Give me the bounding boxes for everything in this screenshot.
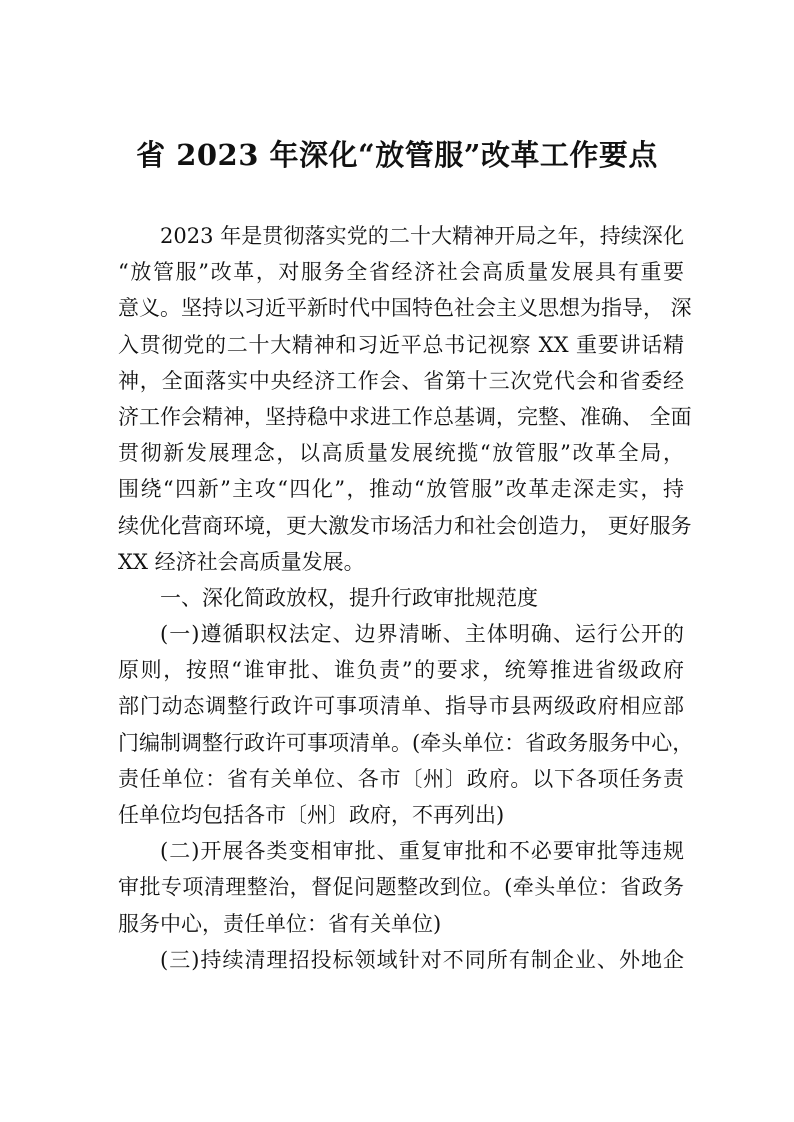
paragraph-line: (一)遵循职权法定、边界清晰、主体明确、运行公开的 [160,622,684,647]
paragraph-line: 济工作会精神，坚持稳中求进工作总基调，完整、准确、 全面 [118,404,692,429]
paragraph-line: 2023 年是贯彻落实党的二十大精神开局之年，持续深化 [160,224,684,248]
paragraph-line: (二)开展各类变相审批、重复审批和不必要审批等违规 [160,839,684,864]
section-heading: 一、深化简政放权，提升行政审批规范度 [160,585,538,610]
paragraph-line: 责任单位：省有关单位、各市〔州〕政府。以下各项任务责 [118,766,684,791]
paragraph-line: 贯彻新发展理念，以高质量发展统揽“放管服”改革全局， [118,441,684,466]
paragraph-line: 原则，按照“谁审批、谁负责”的要求，统筹推进省级政府 [118,658,684,683]
paragraph-line: 门编制调整行政许可事项清单。(牵头单位：省政务服务中心， [118,730,694,755]
paragraph-line: 神，全面落实中央经济工作会、省第十三次党代会和省委经 [118,368,684,393]
paragraph-line: 部门动态调整行政许可事项清单、指导市县两级政府相应部 [118,694,684,719]
document-body [118,218,694,978]
paragraph-line: XX 经济社会高质量发展。 [118,549,365,574]
paragraph-line: 意义。坚持以习近平新时代中国特色社会主义思想为指导， 深 [118,296,692,321]
paragraph-line: 服务中心，责任单位：省有关单位) [118,911,442,936]
paragraph-line: 续优化营商环境，更大激发市场活力和社会创造力， 更好服务 [118,513,692,538]
paragraph-line: 围绕“四新”主攻“四化”，推动“放管服”改革走深走实，持 [118,477,684,502]
paragraph-line: “放管服”改革，对服务全省经济社会高质量发展具有重要 [118,260,684,285]
document-title: 省 2023 年深化“放管服”改革工作要点 [136,138,658,172]
paragraph-line: (三)持续清理招投标领域针对不同所有制企业、外地企 [160,947,684,972]
paragraph-line: 任单位均包括各市〔州〕政府，不再列出) [118,803,505,827]
paragraph-line: 审批专项清理整治，督促问题整改到位。(牵头单位：省政务 [118,875,684,900]
paragraph-line: 入贯彻党的二十大精神和习近平总书记视察 XX 重要讲话精 [118,332,684,357]
